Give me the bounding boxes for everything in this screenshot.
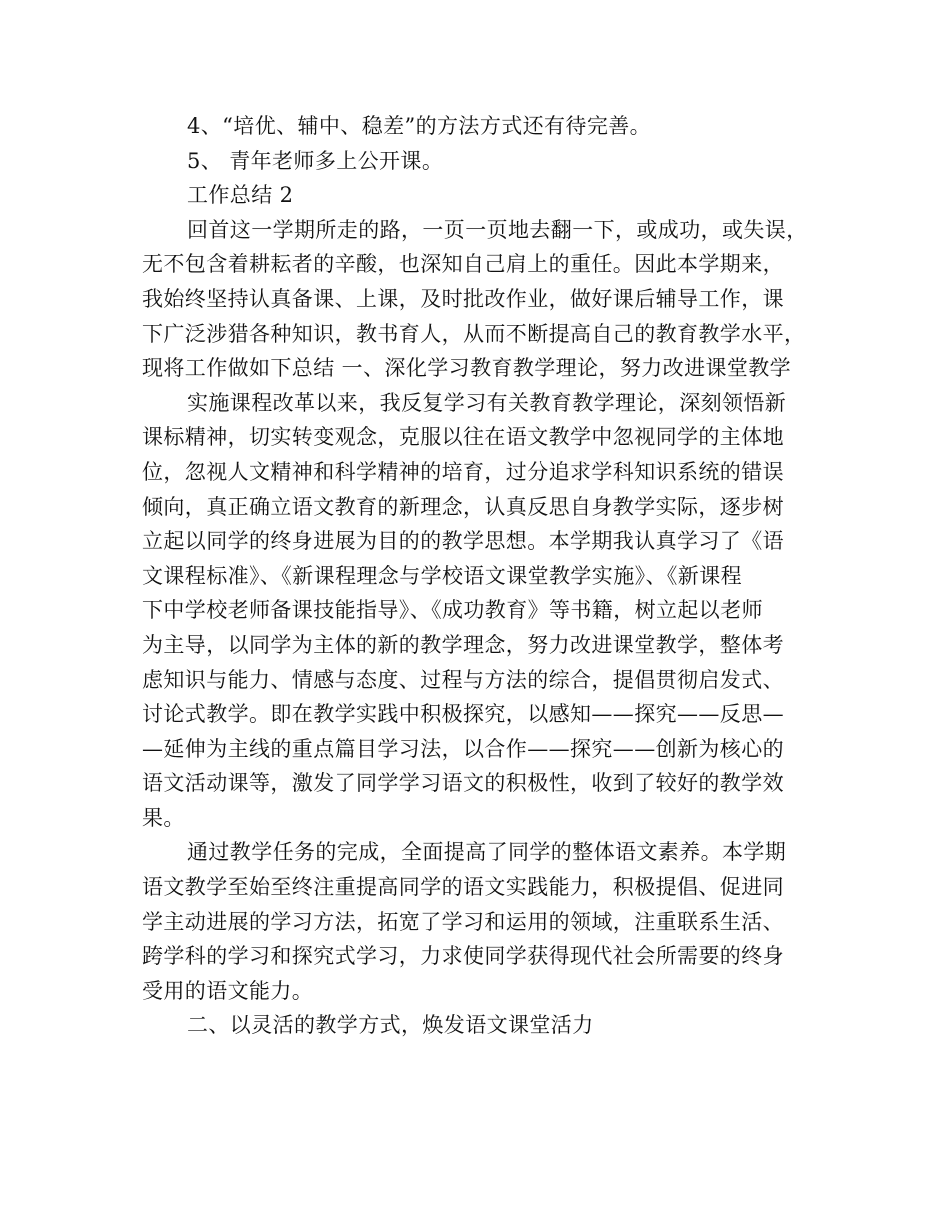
text-line: 文课程标准》、《新课程理念与学校语文课堂教学实施》、《新课程	[142, 563, 742, 588]
text-line: 虑知识与能力、情感与态度、过程与方法的综合，提倡贯彻启发式、	[142, 667, 784, 692]
text-line: 现将工作做如下总结 一、深化学习教育教学理论，努力改进课堂教学	[142, 356, 792, 381]
text-line: 下中学校老师备课技能指导》、《成功教育》等书籍，树立起以老师	[142, 598, 763, 623]
text-line: 位，忽视人文精神和科学精神的培育，过分追求学科知识系统的错误	[142, 459, 784, 484]
text-line: 学主动进展的学习方法，拓宽了学习和运用的领域，注重联系生活、	[142, 909, 784, 934]
text-line: 课标精神，切实转变观念，克服以往在语文教学中忽视同学的主体地	[142, 425, 784, 450]
text-line: 通过教学任务的完成，全面提高了同学的整体语文素养。本学期	[187, 840, 787, 865]
text-line: 二、以灵活的教学方式，焕发语文课堂活力	[187, 1013, 594, 1038]
text-line: 讨论式教学。即在教学实践中积极探究，以感知——探究——反思—	[142, 702, 784, 727]
text-line: 为主导，以同学为主体的新的教学理念，努力改进课堂教学，整体考	[142, 632, 784, 657]
text-line: 5、 青年老师多上公开课。	[187, 148, 444, 173]
text-line: 4、“培优、辅中、稳差”的方法方式还有待完善。	[187, 114, 652, 138]
text-line: 无不包含着耕耘者的辛酸，也深知自己肩上的重任。因此本学期来，	[142, 252, 784, 277]
text-line: —延伸为主线的重点篇目学习法，以合作——探究——创新为核心的	[142, 736, 784, 761]
text-line: 语文教学至始至终注重提高同学的语文实践能力，积极提倡、促进同	[142, 875, 784, 900]
text-line: 受用的语文能力。	[142, 978, 314, 1003]
document-body	[142, 109, 808, 1043]
text-line: 跨学科的学习和探究式学习，力求使同学获得现代社会所需要的终身	[142, 944, 784, 969]
text-line: 回首这一学期所走的路，一页一页地去翻一下，或成功，或失误，	[187, 217, 808, 242]
text-line: 我始终坚持认真备课、上课，及时批改作业，做好课后辅导工作，课	[142, 286, 784, 311]
text-line: 实施课程改革以来，我反复学习有关教育教学理论，深刻领悟新	[187, 390, 787, 415]
text-line: 工作总结 2	[187, 183, 294, 208]
text-line: 立起以同学的终身进展为目的的教学思想。本学期我认真学习了《语	[142, 529, 784, 554]
text-line: 果。	[142, 805, 185, 830]
text-line: 语文活动课等，激发了同学学习语文的积极性，收到了较好的教学效	[142, 771, 784, 796]
text-line: 下广泛涉猎各种知识，教书育人，从而不断提高自己的教育教学水平，	[142, 321, 806, 346]
text-line: 倾向，真正确立语文教育的新理念，认真反思自身教学实际，逐步树	[142, 494, 784, 519]
